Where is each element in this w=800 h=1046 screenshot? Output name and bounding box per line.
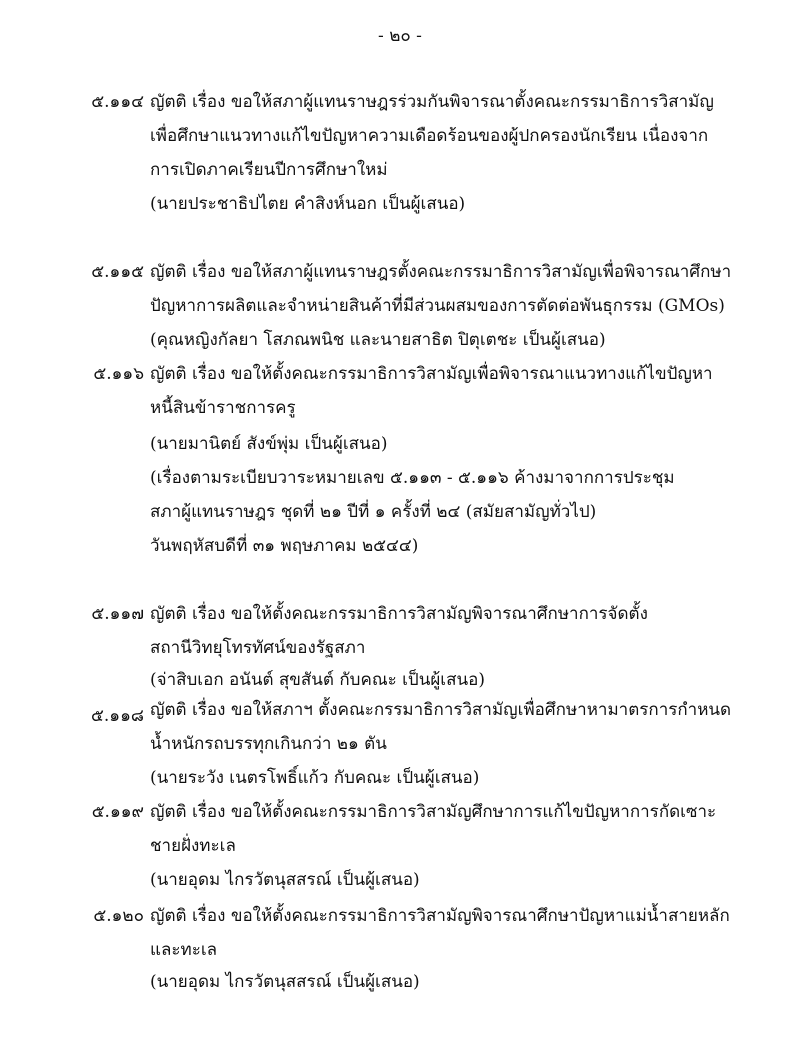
- agenda-item-line: และทะเล: [150, 940, 218, 960]
- page-number: - ๒๐ -: [378, 26, 422, 46]
- agenda-item-note: สภาผู้แทนราษฎร ชุดที่ ๒๑ ปีที่ ๑ ครั้งที่ ๒๔ (สมัยสามัญทั่วไป): [150, 502, 597, 522]
- agenda-item-note: วันพฤหัสบดีที่ ๓๑ พฤษภาคม ๒๕๔๔): [150, 536, 419, 556]
- agenda-item-number: ๕.๑๒๐: [93, 906, 144, 926]
- agenda-item-line: ชายฝั่งทะเล: [150, 836, 236, 856]
- agenda-item-number: ๕.๑๑๘: [91, 706, 144, 726]
- agenda-item-proposer: (จ่าสิบเอก อนันต์ สุขสันต์ กับคณะ เป็นผู้เสนอ): [150, 670, 485, 690]
- agenda-item-number: ๕.๑๑๖: [93, 364, 144, 384]
- agenda-item-line: ญัตติ เรื่อง ขอให้สภาฯ ตั้งคณะกรรมาธิการวิสามัญเพื่อศึกษาหามาตรการกำหนด: [150, 700, 732, 720]
- agenda-item-line: ญัตติ เรื่อง ขอให้สภาผู้แทนราษฎรร่วมกันพิจารณาตั้งคณะกรรมาธิการวิสามัญ: [150, 92, 714, 112]
- agenda-item-proposer: (นายอุดม ไกรวัตนุสสรณ์ เป็นผู้เสนอ): [150, 870, 420, 890]
- agenda-item-proposer: (นายประชาธิปไตย คำสิงห์นอก เป็นผู้เสนอ): [150, 194, 466, 214]
- agenda-item-number: ๕.๑๑๙: [91, 802, 144, 822]
- agenda-item-number: ๕.๑๑๗: [91, 604, 144, 624]
- agenda-item-line: เพื่อศึกษาแนวทางแก้ไขปัญหาความเดือดร้อนของผู้ปกครองนักเรียน เนื่องจาก: [150, 126, 709, 146]
- agenda-item-proposer: (นายระวัง เนตรโพธิ์แก้ว กับคณะ เป็นผู้เสนอ): [150, 768, 480, 788]
- agenda-item-number: ๕.๑๑๔: [91, 92, 144, 112]
- agenda-item-proposer: (นายอุดม ไกรวัตนุสสรณ์ เป็นผู้เสนอ): [150, 972, 420, 992]
- agenda-item-line: ญัตติ เรื่อง ขอให้ตั้งคณะกรรมาธิการวิสามัญเพื่อพิจารณาแนวทางแก้ไขปัญหา: [150, 364, 713, 384]
- agenda-item-line: น้ำหนักรถบรรทุกเกินกว่า ๒๑ ตัน: [150, 734, 387, 754]
- agenda-item-line: ปัญหาการผลิตและจำหน่ายสินค้าที่มีส่วนผสมของการตัดต่อพันธุกรรม (GMOs): [150, 296, 725, 316]
- agenda-item-note: (เรื่องตามระเบียบวาระหมายเลข ๕.๑๑๓ - ๕.๑๑๖ ค้างมาจากการประชุม: [150, 468, 675, 488]
- agenda-item-proposer: (คุณหญิงกัลยา โสภณพนิช และนายสาธิต ปิตุเตชะ เป็นผู้เสนอ): [150, 330, 606, 350]
- agenda-item-line: ญัตติ เรื่อง ขอให้ตั้งคณะกรรมาธิการวิสามัญศึกษาการแก้ไขปัญหาการกัดเซาะ: [150, 802, 717, 822]
- agenda-item-number: ๕.๑๑๕: [91, 262, 144, 282]
- agenda-item-line: ญัตติ เรื่อง ขอให้ตั้งคณะกรรมาธิการวิสามัญพิจารณาศึกษาปัญหาแม่น้ำสายหลัก: [150, 906, 730, 926]
- agenda-item-line: หนี้สินข้าราชการครู: [150, 398, 296, 418]
- agenda-item-line: ญัตติ เรื่อง ขอให้ตั้งคณะกรรมาธิการวิสามัญพิจารณาศึกษาการจัดตั้ง: [150, 604, 648, 624]
- agenda-item-proposer: (นายมานิตย์ สังข์พุ่ม เป็นผู้เสนอ): [150, 434, 388, 454]
- agenda-item-line: การเปิดภาคเรียนปีการศึกษาใหม่: [150, 160, 388, 180]
- agenda-item-line: ญัตติ เรื่อง ขอให้สภาผู้แทนราษฎรตั้งคณะกรรมาธิการวิสามัญเพื่อพิจารณาศึกษา: [150, 262, 732, 282]
- agenda-item-line: สถานีวิทยุโทรทัศน์ของรัฐสภา: [150, 638, 366, 658]
